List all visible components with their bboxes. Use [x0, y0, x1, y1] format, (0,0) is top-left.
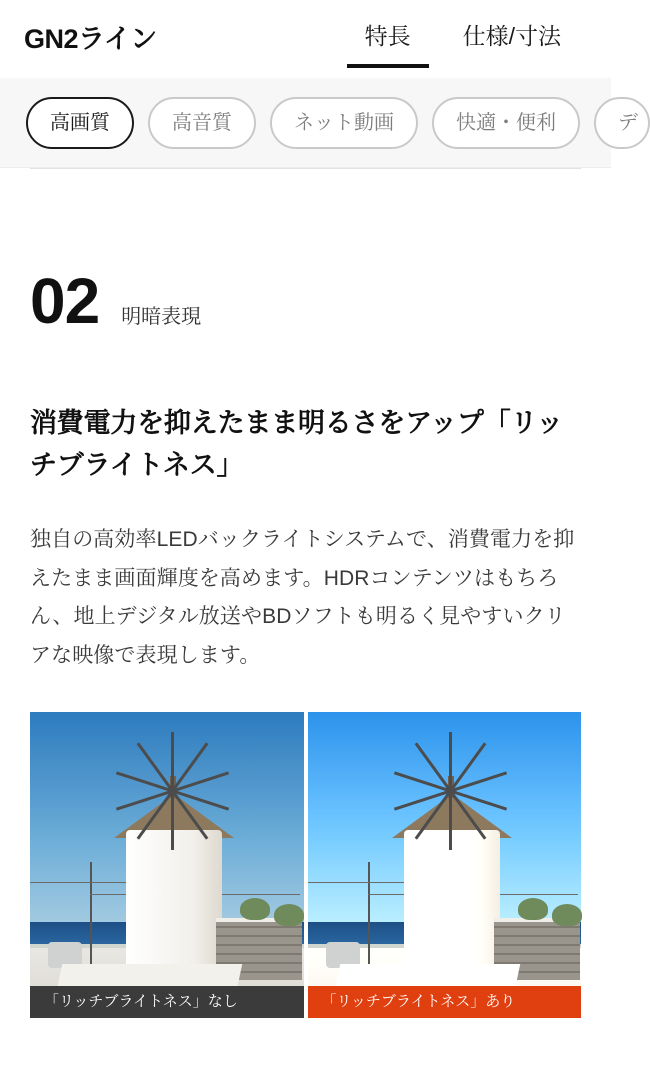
chip-high-picture-quality[interactable]: 高画質: [26, 97, 134, 149]
chip-filter-bar[interactable]: [0, 78, 638, 168]
shrub: [274, 904, 304, 926]
windmill-blades: [172, 790, 174, 792]
caption-after: 「リッチブライトネス」あり: [308, 986, 582, 1018]
chip-comfort-convenience[interactable]: 快適・便利: [432, 97, 580, 149]
chip-net-video[interactable]: ネット動画: [270, 97, 418, 149]
shrub: [518, 898, 548, 920]
comparison-image-after: [308, 712, 582, 1018]
chip-high-sound-quality[interactable]: 高音質: [148, 97, 256, 149]
tab-specs[interactable]: 仕様/寸法: [462, 23, 561, 49]
windmill-blades: [450, 790, 452, 792]
chip-list: [0, 78, 638, 168]
main-content: [0, 169, 611, 1018]
shrub: [240, 898, 270, 920]
section-body-text: 独自の高効率LEDバックライトシステムで、消費電力を抑えたまま画面輝度を高めます。HDRコンテンツはもちろん、地上デジタル放送やBDソフトも明るく見やすいクリアな映像で表現します。: [30, 527, 575, 668]
caption-before: 「リッチブライトネス」なし: [30, 986, 304, 1018]
section-header: [30, 169, 581, 337]
section-title: 消費電力を抑えたまま明るさをアップ「リッチブライトネス」: [30, 408, 564, 480]
comparison-image-before: [30, 712, 304, 1018]
nav-tab-list: [157, 0, 587, 78]
comparison-images: [30, 712, 581, 1018]
section-number: 02: [30, 265, 100, 337]
top-navigation: [0, 0, 611, 78]
chip-more[interactable]: デ: [594, 97, 650, 149]
tab-features[interactable]: 特長: [339, 0, 437, 72]
windmill-body: [404, 830, 500, 980]
brand-title: GN2ライン: [24, 24, 157, 54]
windmill-body: [126, 830, 222, 980]
section-kicker: 明暗表現: [121, 306, 202, 328]
shrub: [552, 904, 582, 926]
